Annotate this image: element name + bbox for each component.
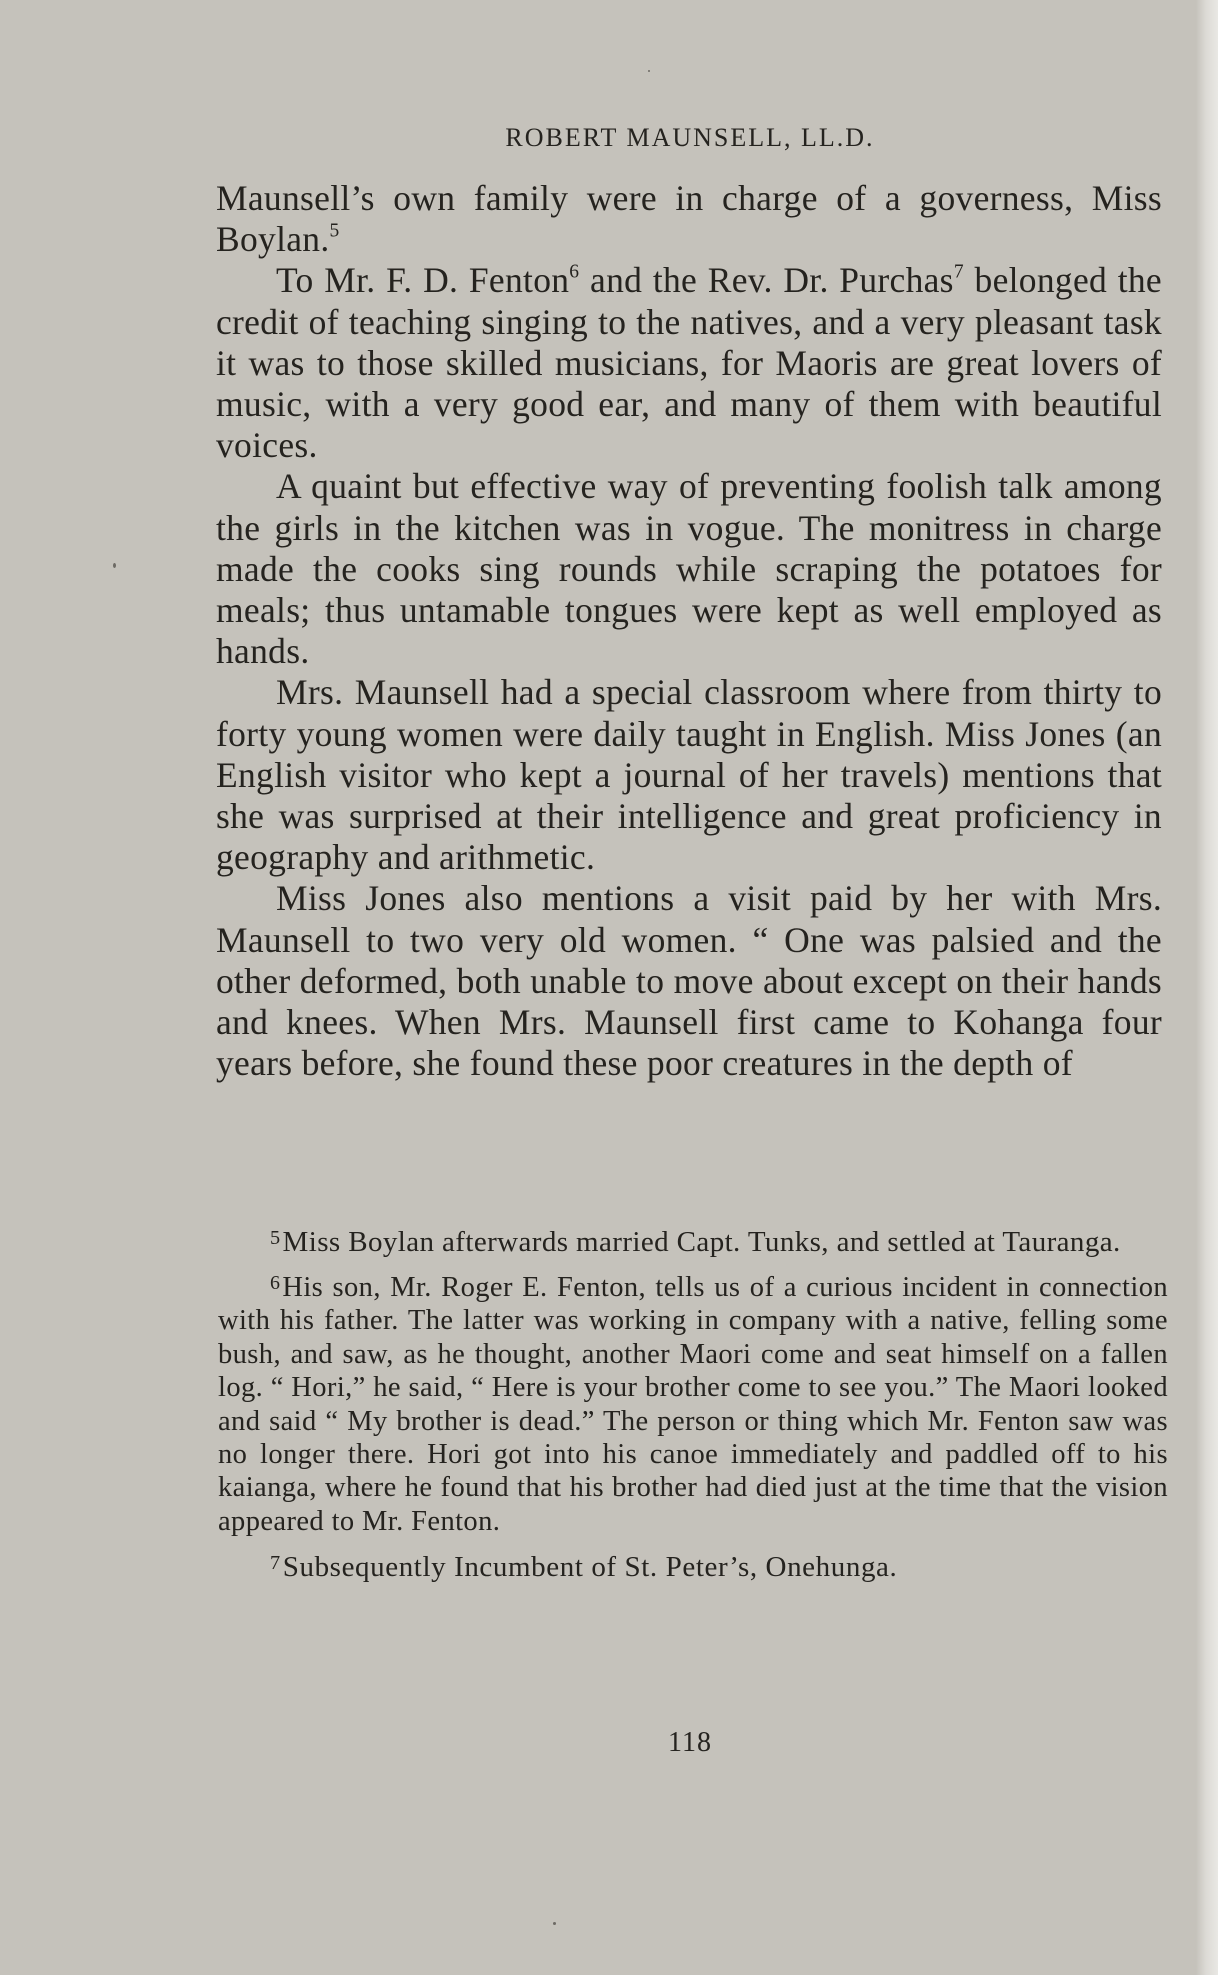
paragraph-3: A quaint but effective way of preventing foolish talk among the girls in the kitchen was in vogue. The monitress in charge made the cooks sing rounds while scraping the potatoes for meals; thus untamable tongues were kept as well employed as hands. bbox=[216, 466, 1162, 672]
paper-speck bbox=[113, 563, 116, 568]
paper-speck bbox=[648, 70, 650, 72]
footnote-marker: 7 bbox=[270, 1552, 281, 1575]
footnote-ref-6[interactable]: 6 bbox=[569, 261, 580, 283]
paragraph-text: To Mr. F. D. Fenton bbox=[276, 260, 570, 301]
footnote-7 bbox=[218, 1550, 1168, 1584]
footnotes bbox=[218, 1225, 1168, 1596]
paragraph-2 bbox=[216, 260, 1162, 466]
footnote-marker: 5 bbox=[270, 1226, 281, 1249]
body-text bbox=[216, 178, 1162, 1084]
footnote-text: Subsequently Incumbent of St. Peter’s, Onehunga. bbox=[282, 1551, 898, 1584]
footnote-5 bbox=[218, 1225, 1168, 1259]
paper-speck bbox=[553, 1922, 556, 1925]
footnote-marker: 6 bbox=[270, 1272, 281, 1295]
page-edge bbox=[1196, 0, 1218, 1975]
footnote-text: His son, Mr. Roger E. Fenton, tells us of a curious incident in connection with his father. The latter was working in company with a native, felling some bush, and saw, as he thought, another Maori come and seat himself on a fallen log. “ Hori,” he said, “ Here is your brother come to see you.” The Maori looked and said “ My brother is dead.” The person or thing which Mr. Fenton saw was no longer there. Hori got into his canoe immediately and paddled off to his kaianga, where he found that his brother had died just at the time that the vision appeared to Mr. Fenton. bbox=[218, 1272, 1168, 1537]
footnote-6 bbox=[218, 1271, 1168, 1538]
page-number: 118 bbox=[668, 1727, 712, 1758]
running-head: ROBERT MAUNSELL, LL.D. bbox=[505, 123, 875, 152]
paragraph-text: belonged the credit of teaching singing to the natives, and a very pleasant task it was to those skilled musicians, for Maoris are great lovers of music, with a very good ear, and many of them with beautiful voices. bbox=[216, 260, 1162, 466]
paragraph-4: Mrs. Maunsell had a special classroom where from thirty to forty young women were daily taught in English. Miss Jones (an English visitor who kept a journal of her travels) mentions that she was surprised at their intelligence and great proficiency in geography and arithmetic. bbox=[216, 672, 1162, 878]
footnote-ref-5[interactable]: 5 bbox=[329, 220, 340, 242]
footnote-ref-7[interactable]: 7 bbox=[953, 261, 964, 283]
paragraph-1 bbox=[216, 178, 1162, 260]
paragraph-text: and the Rev. Dr. Purchas bbox=[579, 260, 954, 301]
paragraph-text: Maunsell’s own family were in charge of a governess, Miss Boylan. bbox=[216, 178, 1162, 260]
footnote-text: Miss Boylan afterwards married Capt. Tunks, and settled at Tauranga. bbox=[282, 1226, 1121, 1258]
paragraph-5: Miss Jones also mentions a visit paid by her with Mrs. Maunsell to two very old women. “ One was palsied and the other deformed, both unable to move about except on their hands and knees. When Mrs. Maunsell first came to Kohanga four years before, she found these poor creatures in the depth of bbox=[216, 878, 1162, 1084]
